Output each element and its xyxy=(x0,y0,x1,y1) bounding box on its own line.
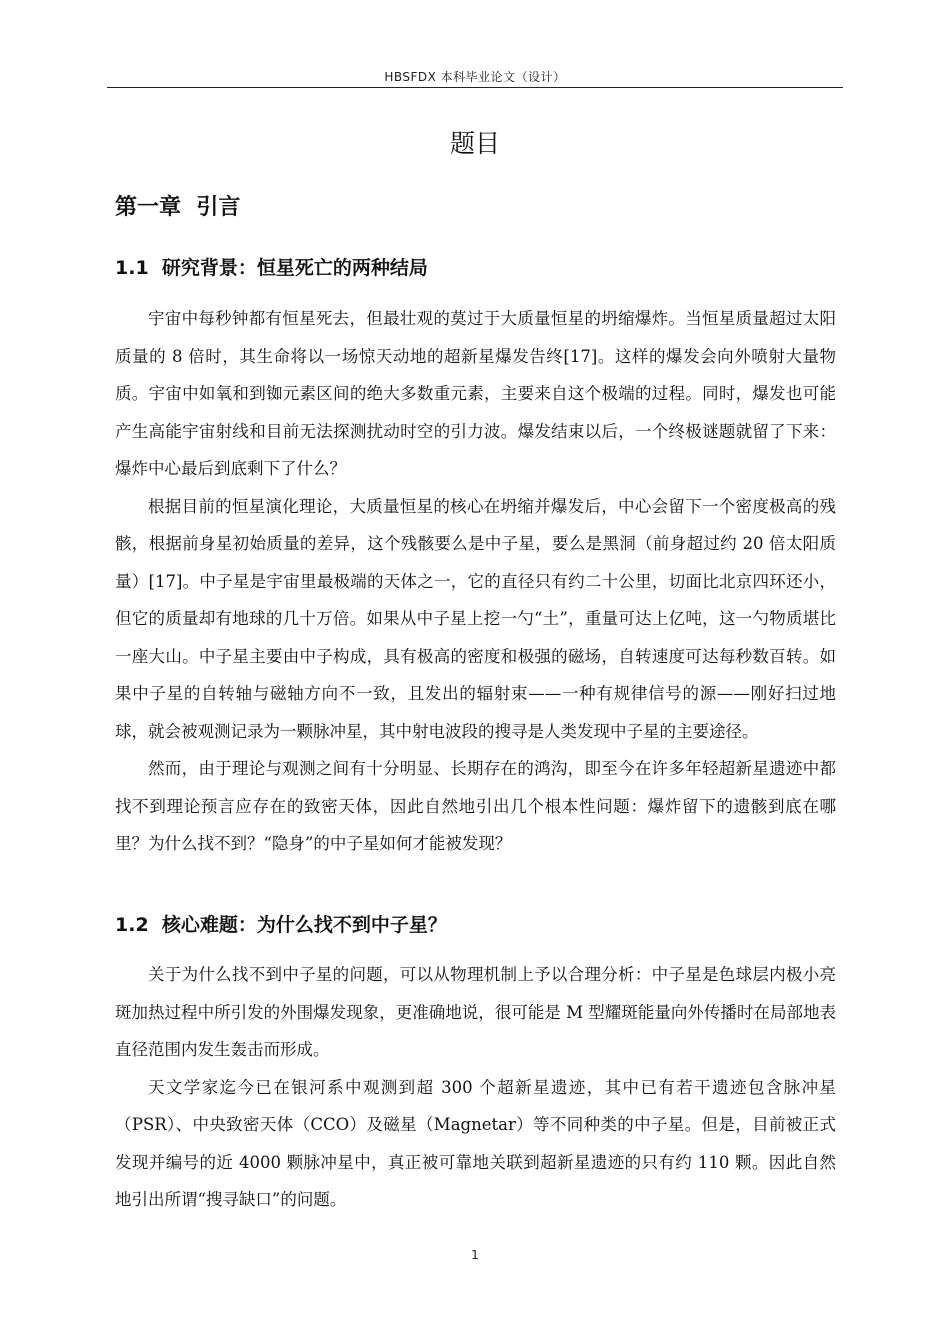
section-heading-1-1: 1.1 研究背景：恒星死亡的两种结局 xyxy=(115,257,428,279)
section-1-2-body xyxy=(115,956,836,1219)
paragraph: 天文学家迄今已在银河系中观测到超 300 个超新星遗迹，其中已有若干遗迹包含脉冲星（PSR）、中央致密天体（CCO）及磁星（Magnetar）等不同种类的中子星。但是，目前被正式发现并编号的近 4000 颗脉冲星中，真正被可靠地关联到超新星遗迹的只有约 110 颗。因此自然地引出所谓“搜寻缺口”的问题。 xyxy=(115,1077,836,1209)
paragraph: 宇宙中每秒钟都有恒星死去，但最壮观的莫过于大质量恒星的坍缩爆炸。当恒星质量超过太阳质量的 8 倍时，其生命将以一场惊天动地的超新星爆发告终[17]。这样的爆发会向外喷射大量物质。宇宙中如氧和到铷元素区间的绝大多数重元素，主要来自这个极端的过程。同时，爆发也可能产生高能宇宙射线和目前无法探测扰动时空的引力波。爆发结束以后，一个终极谜题就留了下来：爆炸中心最后到底剩下了什么？ xyxy=(115,309,836,478)
header-rule xyxy=(107,87,843,88)
paragraph: 根据目前的恒星演化理论，大质量恒星的核心在坍缩并爆发后，中心会留下一个密度极高的残骸，根据前身星初始质量的差异，这个残骸要么是中子星，要么是黑洞（前身超过约 20 倍太阳质量）[17]。中子星是宇宙里最极端的天体之一，它的直径只有约二十公里，切面比北京四环还小，但它的质量却有地球的几十万倍。如果从中子星上挖一勺“土”，重量可达上亿吨，这一勺物质堪比一座大山。中子星主要由中子构成，具有极高的密度和极强的磁场，自转速度可达每秒数百转。如果中子星的自转轴与磁轴方向不一致，且发出的辐射束——一种有规律信号的源——刚好扫过地球，就会被观测记录为一颗脉冲星，其中射电波段的搜寻是人类发现中子星的主要途径。 xyxy=(115,496,836,741)
section-heading-1-2: 1.2 核心难题：为什么找不到中子星？ xyxy=(115,914,447,936)
document-title: 题目 xyxy=(449,129,500,158)
paragraph: 然而，由于理论与观测之间有十分明显、长期存在的鸿沟，即至今在许多年轻超新星遗迹中都找不到理论预言应存在的致密天体，因此自然地引出几个根本性问题：爆炸留下的遗骸到底在哪里？为什么找不到？“隐身”的中子星如何才能被发现？ xyxy=(115,759,836,853)
running-header: HBSFDX 本科毕业论文（设计） xyxy=(384,70,566,84)
chapter-heading: 第一章 引言 xyxy=(115,195,241,220)
page-number: 1 xyxy=(471,1248,479,1262)
section-1-1-body xyxy=(115,300,836,863)
paragraph: 关于为什么找不到中子星的问题，可以从物理机制上予以合理分析：中子星是色球层内极小亮斑加热过程中所引发的外围爆发现象，更准确地说，很可能是 M 型耀斑能量向外传播时在局部地表直径范围内发生轰击而形成。 xyxy=(115,965,836,1059)
